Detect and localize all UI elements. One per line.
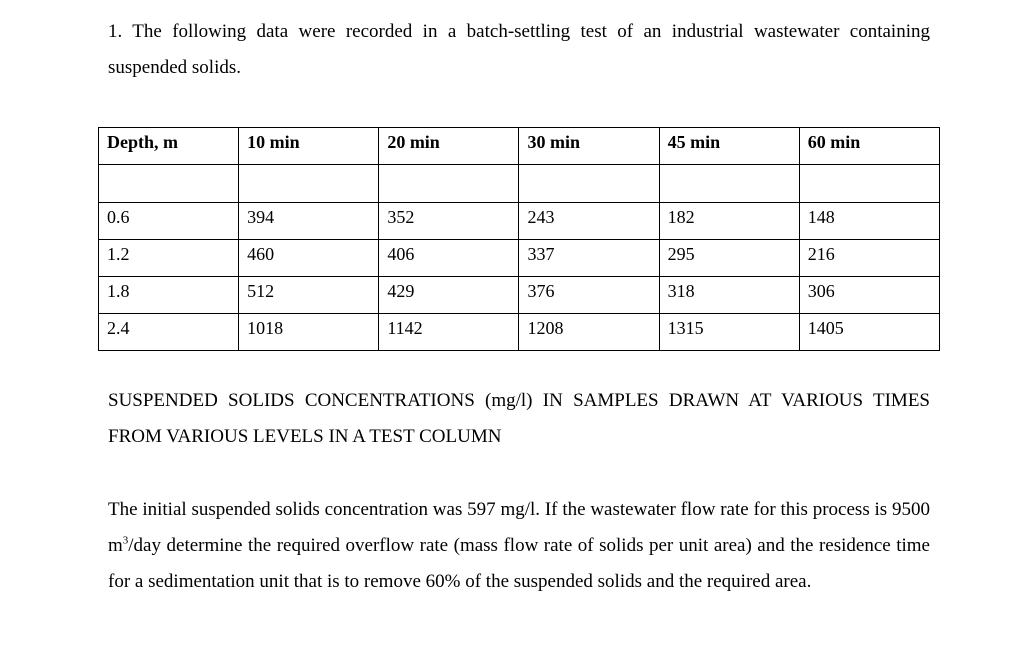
table-cell: 148 bbox=[799, 203, 939, 240]
table-header-row bbox=[99, 128, 940, 165]
table-cell: 2.4 bbox=[99, 314, 239, 351]
problem-text-part1: The initial suspended solids concentration was 597 mg/l. If the wastewater flow rate for this process is 9500 m bbox=[108, 499, 930, 556]
table-cell bbox=[239, 165, 379, 203]
header-20-min: 20 min bbox=[379, 128, 519, 165]
table-cell: 1.8 bbox=[99, 277, 239, 314]
table-row bbox=[99, 203, 940, 240]
table-cell: 1315 bbox=[659, 314, 799, 351]
table-cell: 1405 bbox=[799, 314, 939, 351]
table-cell: 0.6 bbox=[99, 203, 239, 240]
header-60-min: 60 min bbox=[799, 128, 939, 165]
problem-paragraph bbox=[108, 492, 930, 600]
table-cell: 243 bbox=[519, 203, 659, 240]
table-cell bbox=[519, 165, 659, 203]
table-cell bbox=[99, 165, 239, 203]
header-30-min: 30 min bbox=[519, 128, 659, 165]
table-cell: 352 bbox=[379, 203, 519, 240]
table-cell: 376 bbox=[519, 277, 659, 314]
header-45-min: 45 min bbox=[659, 128, 799, 165]
table-blank-row bbox=[99, 165, 940, 203]
table-cell: 512 bbox=[239, 277, 379, 314]
table-cell: 406 bbox=[379, 240, 519, 277]
table-cell bbox=[799, 165, 939, 203]
table-row bbox=[99, 240, 940, 277]
table-cell bbox=[379, 165, 519, 203]
table-cell: 318 bbox=[659, 277, 799, 314]
table-cell: 429 bbox=[379, 277, 519, 314]
table-caption: SUSPENDED SOLIDS CONCENTRATIONS (mg/l) IN SAMPLES DRAWN AT VARIOUS TIMES FROM VARIOUS LEVELS IN A TEST COLUMN bbox=[108, 390, 930, 447]
table-cell: 394 bbox=[239, 203, 379, 240]
table-cell: 1208 bbox=[519, 314, 659, 351]
table-cell: 337 bbox=[519, 240, 659, 277]
cubic-superscript: 3 bbox=[122, 534, 129, 547]
header-depth: Depth, m bbox=[99, 128, 239, 165]
table-row bbox=[99, 277, 940, 314]
table-cell: 1018 bbox=[239, 314, 379, 351]
settling-data-table bbox=[98, 127, 940, 351]
table-cell: 1142 bbox=[379, 314, 519, 351]
table-cell: 460 bbox=[239, 240, 379, 277]
table-cell: 1.2 bbox=[99, 240, 239, 277]
table-cell: 216 bbox=[799, 240, 939, 277]
header-10-min: 10 min bbox=[239, 128, 379, 165]
problem-text-part2: /day determine the required overflow rate (mass flow rate of solids per unit area) and the residence time for a sedimentation unit that is to remove 60% of the suspended solids and the required area. bbox=[108, 535, 930, 592]
table-cell: 306 bbox=[799, 277, 939, 314]
table-cell: 182 bbox=[659, 203, 799, 240]
intro-paragraph: 1. The following data were recorded in a batch-settling test of an industrial wastewater containing suspended solids. bbox=[108, 21, 930, 78]
table-cell: 295 bbox=[659, 240, 799, 277]
table-row bbox=[99, 314, 940, 351]
table-cell bbox=[659, 165, 799, 203]
